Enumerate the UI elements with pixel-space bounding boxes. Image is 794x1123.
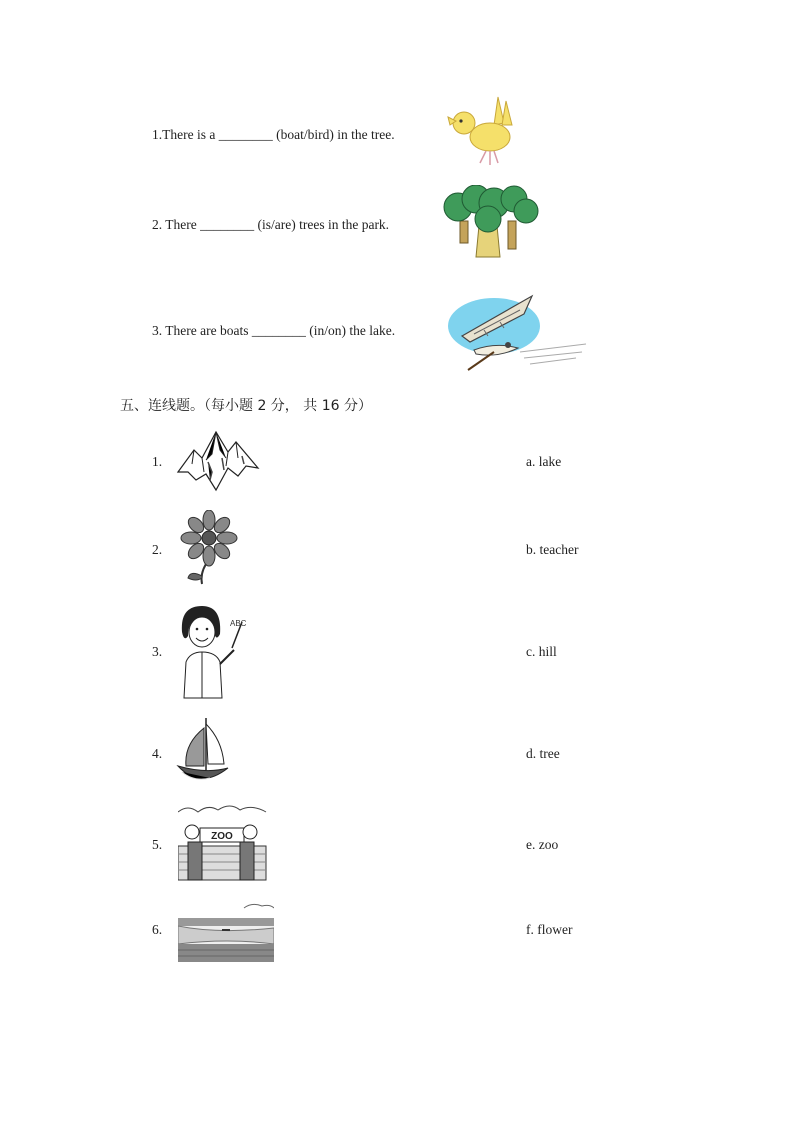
boats-on-lake-illustration [448,292,590,374]
trees-illustration [442,185,540,261]
match-option-e[interactable]: e. zoo [526,837,559,852]
zoo-sign-text: ZOO [211,831,233,842]
mountains-icon[interactable] [176,428,260,494]
answer-blank-3[interactable]: ________ [251,323,306,338]
answer-blank-2[interactable]: ________ [200,217,255,232]
match-option-f[interactable]: f. flower [526,922,573,937]
question-2: 2. There ________ (is/are) trees in the park. [152,217,390,232]
question-3: 3. There are boats ________ (in/on) the lake. [152,323,396,338]
zoo-gate-icon[interactable] [178,802,268,882]
match-option-a[interactable]: a. lake [526,454,562,469]
match-number-5: 5. [152,837,163,852]
question-1: 1.There is a ________ (boat/bird) in the tree. [152,127,395,142]
match-number-2: 2. [152,542,163,557]
match-option-b[interactable]: b. teacher [526,542,579,557]
match-number-6: 6. [152,922,163,937]
flower-icon[interactable] [178,510,240,586]
match-option-d[interactable]: d. tree [526,746,560,761]
lake-landscape-icon[interactable] [178,900,274,962]
section-5-title: 五、连线题。（每小题 2 分， 共 16 分） [120,398,372,414]
board-text: ABC [230,619,247,628]
bird-illustration [446,95,520,169]
match-option-c[interactable]: c. hill [526,644,557,659]
match-number-1: 1. [152,454,163,469]
teacher-icon[interactable] [176,602,248,700]
match-number-3: 3. [152,644,163,659]
answer-blank-1[interactable]: ________ [218,127,273,142]
sailboat-icon[interactable] [176,716,232,790]
match-number-4: 4. [152,746,163,761]
